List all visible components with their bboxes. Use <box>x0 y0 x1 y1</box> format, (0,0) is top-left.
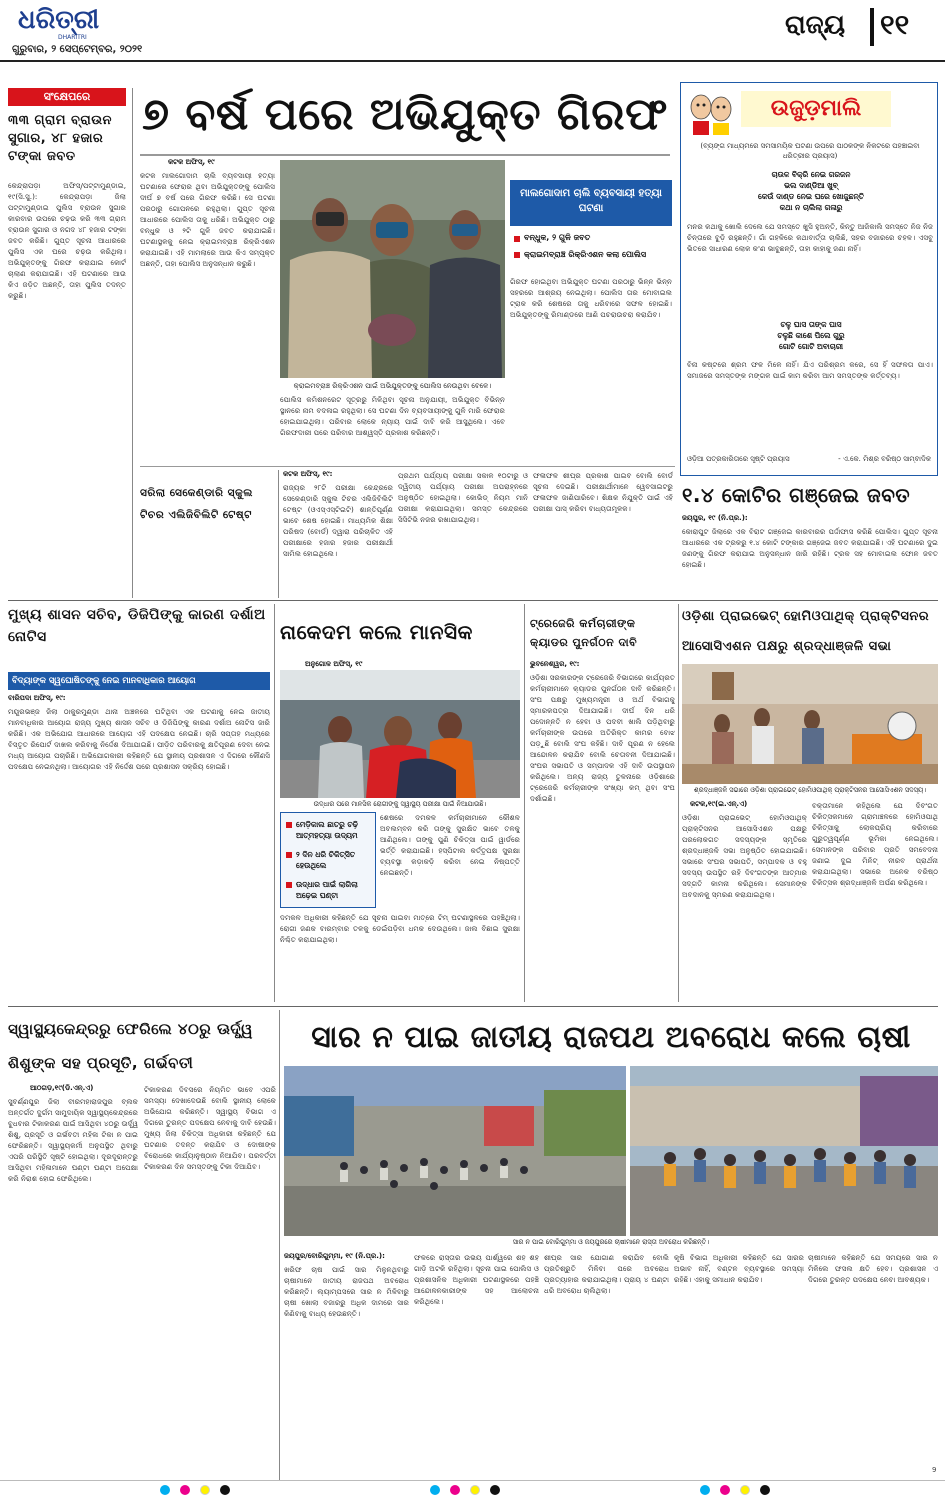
lead-kicker-title: ମାଲଗୋଦାମ ଚାଲି ବ୍ୟବସାୟୀ ହତ୍ୟା ଘଟଣା <box>520 188 662 214</box>
secondary-dateline: କଟକ ଅଫିସ୍‌, ୧୯: <box>283 470 333 478</box>
briefs-body: କେନ୍ଦ୍ରାପଡ଼ା ଅଫିସ୍‌/ପଟ୍ଟାମୁଣ୍ଡାଇ, ୧୯(ସି.ସୁ.): କେନ୍ଦ୍ରାପଡ଼ା ଜିଲା ପଟ୍ଟାମୁଣ୍ଡାଇ ପୁଲିସ ବ୍ରାଉନ ସୁଗାର କାରବାର ଉପରେ ଚଢ଼ଉ କରି ୩୩ ଗ୍ରାମ ବ୍ରାଉନ ସୁଗାର ଓ ନଗଦ ୪୮ ହଜାର ଟଙ୍କା ଜବତ କରିଛି। ଗୁପ୍ତ ସୂଚନା ଆଧାରରେ ପୁଲିସ ଏକ ଘରେ ଚଢ଼ଉ କରିଥିଲା। ଅଭିଯୁକ୍ତଙ୍କୁ ଗିରଫ କରାଯାଇ କୋର୍ଟ ଚାଲାଣ କରାଯାଇଛି। ଏହି ଘଟଣାରେ ଆଉ କିଏ ଜଡ଼ିତ ଅଛନ୍ତି, ତାହା ପୁଲିସ ତଦନ୍ତ କରୁଛି। <box>8 181 126 300</box>
lead-column-2: ପୋଲିସ କମିଶନରେଟ ସୂତ୍ରରୁ ମିଳିଥିବା ସୂଚନା ଅନୁଯାୟୀ, ଅଭିଯୁକ୍ତ ବିଭିନ୍ନ ସ୍ଥାନରେ ନାମ ବଦଳାଇ ରହୁଥିଲା। ସେ ଘଟଣା ଦିନ ବ୍ୟବସାୟୀଙ୍କୁ ଗୁଳି ମାରି ଫେରାର ହୋଇଯାଇଥିଲା। ପରିବାର ଲୋକେ ନ୍ୟାୟ ପାଇଁ ଦାବି କରି ଆସୁଥିଲେ। ଏବେ ଗିରଫଦାରୀ ପରେ ପରିବାର ଆଶ୍ୱସ୍ତି ପ୍ରକାଶ କରିଛନ୍ତି। <box>280 395 505 437</box>
homeo-photo-caption: ଶ୍ରଦ୍ଧାଞ୍ଜଳି ସଭାରେ ଓଡ଼ିଶା ପ୍ରାଇଭେଟ୍ ହୋମିଓପାଥିକ୍ ପ୍ରାକ୍ଟିସନର ଆସୋସିଏଶନ ସଦସ୍ୟ। <box>693 786 927 794</box>
issue-date: ଗୁରୁବାର, ୨ ସେପ୍ଟେମ୍ବର, ୨୦୨୧ <box>12 44 143 55</box>
udjhamali-cartoon <box>685 87 735 137</box>
farmers-photo-2 <box>630 1066 938 1236</box>
reg-mark-yellow <box>470 1485 480 1495</box>
chief-sec-dateline: ବାରିପଦା ଅଫିସ୍‌, ୧୯: <box>8 694 66 702</box>
reg-mark-yellow <box>200 1485 210 1495</box>
udjhamali-subtitle: (ବ୍ୟଙ୍ଗ ମାଧ୍ୟମରେ ସମସାମୟିକ ଘଟଣା ଉପରେ ପାଠକଙ୍କ ନିକଟରେ ପହଞ୍ଚାଇବା ଧରିତ୍ରୀର ପ୍ରୟାସ) <box>700 142 920 160</box>
reg-mark-cyan <box>700 1485 710 1495</box>
column-rule <box>524 604 525 1002</box>
nakedam-column-2: ଶେଷରେ ଦମକଳ କର୍ମଚାରୀମାନେ କୌଶଳ ଅବଲମ୍ବନ କରି ତାଙ୍କୁ ସୁରକ୍ଷିତ ଭାବେ ତଳକୁ ଆଣିଥିଲେ। ତାଙ୍କୁ ପୁଣି ଚିକିତ୍ସା ପାଇଁ ୱାର୍ଡରେ ଭର୍ତ୍ତି କରାଯାଇଛି। ହସ୍ପିଟାଲ କର୍ତ୍ତୃପକ୍ଷ ସୁରକ୍ଷା ବ୍ୟବସ୍ଥା କଡ଼ାକଡ଼ି କରିବା ନେଇ ନିଷ୍ପତ୍ତି ନେଇଛନ୍ତି। <box>380 813 520 877</box>
udjhamali-box <box>680 82 938 476</box>
nakedam-dateline: ଅନୁଗୋଳ ଅଫିସ୍‌, ୧୯ <box>305 660 363 668</box>
farmers-column-3: ଶୀଘ୍ର ସାର ଯୋଗାଣ କରାଯିବ ବୋଲି ପ୍ରତିଶ୍ରୁତି ମିଳିବା ପରେ ଅବରୋଧ ପ୍ରତ୍ୟାହାର କରାଯାଇଥିଲା। ପ୍ରାୟ ୪ ଘଣ୍ଟା ଧରି ଅବରୋଧ ଚାଲିଥିଲା। <box>544 1253 669 1295</box>
section-rule <box>140 466 675 467</box>
farmers-dateline: ଜୟପୁର/ବୋରିଗୁମ୍ମା, ୧୯ (ନି.ପ୍ର.): <box>284 1252 385 1260</box>
udjhamali-body: ମନର କଥାକୁ ଖୋଲି ଦେଲେ ଯେ ସମସ୍ତେ ଖୁସି ହୁଅନ୍ତି, କିନ୍ତୁ ଆଜିକାଲି ସମସ୍ତେ ନିଜ ନିଜ ଚିନ୍ତାରେ ବୁଡ଼ି ରହୁଛନ୍ତି। ଗାଁ ଗହଳିରେ କଥାବାର୍ତ୍ତା ଚାଲିଛି, ସହର ବଜାରରେ ଚହଳ। ଏସବୁ ଭିତରେ ସାଧାରଣ ଲୋକ କ'ଣ ଭାବୁଛନ୍ତି, ତାହା କାହାକୁ ଜଣା ନାହିଁ। <box>687 222 933 253</box>
hospital-column-2: ଟିକାକରଣ ଦିବସରେ ନିୟମିତ ଭାବେ ଏପରି ସମସ୍ୟା ଦେଖାଦେଉଛି ବୋଲି ସ୍ଥାନୀୟ ଲୋକେ ଅଭିଯୋଗ କରିଛନ୍ତି। ସ୍ୱାସ୍ଥ୍ୟ ବିଭାଗ ଏ ଦିଗରେ ତୁରନ୍ତ ପଦକ୍ଷେପ ନେବାକୁ ଦାବି ହେଉଛି। ମୁଖ୍ୟ ଜିଲା ଚିକିତ୍ସା ଅଧିକାରୀ କହିଛନ୍ତି ଯେ ଘଟଣାର ତଦନ୍ତ କରାଯିବ ଓ ଦୋଷୀଙ୍କ ବିରୋଧରେ କାର୍ଯ୍ୟାନୁଷ୍ଠାନ ନିଆଯିବ। ପରବର୍ତ୍ତୀ ଟିକାକରଣ ଦିନ ସମସ୍ତଙ୍କୁ ଟିକା ଦିଆଯିବ। <box>144 1085 276 1171</box>
secondary-column-3: ଫଳାଫଳ ଶୀଘ୍ର ପ୍ରକାଶ ପାଇବ ବୋଲି ବୋର୍ଡ ସୂଚନା ଦେଇଛି। ପରୀକ୍ଷାର୍ଥୀମାନେ ୱେବସାଇଟରୁ ଫଳାଫଳ ଜାଣିପାରିବେ। ଶିକ୍ଷକ ନିଯୁକ୍ତି ପାଇଁ ଏହି ପରୀକ୍ଷା ପାସ୍ କରିବା ବାଧ୍ୟତାମୂଳକ। <box>533 471 673 513</box>
lead-photo <box>280 160 505 378</box>
section-name: ରାଜ୍ୟ <box>785 10 846 40</box>
column-rule <box>678 604 679 1002</box>
udjhamali-credit-right: - ଏ.କେ. ମିଶ୍ର ବରିଷ୍ଠ ସାମ୍ବାଦିକ <box>838 455 931 463</box>
secondary-column-2: ପ୍ରଥମ ପର୍ଯ୍ୟାୟ ପରୀକ୍ଷା ସକାଳ ୧୦ଟାରୁ ଓ ଦ୍ୱିତୀୟ ପର୍ଯ୍ୟାୟ ପରୀକ୍ଷା ଅପରାହ୍ନରେ ଅନୁଷ୍ଠିତ ହୋଇଥିଲା। କୋଭିଡ୍ ନିୟମ ମାନି ପରୀକ୍ଷା କରାଯାଇଥିଲା। ସମସ୍ତ କେନ୍ଦ୍ରରେ ସିସିଟିଭି ନଜର ରଖାଯାଇଥିଲା। <box>398 471 528 524</box>
reg-mark-cyan <box>430 1485 440 1495</box>
homeo-dateline: କଟକ,୧୯(ଇ.ଏନ୍.ଏ) <box>690 800 748 808</box>
logo-subtext: DHARITRI <box>58 34 87 41</box>
lead-rule <box>140 154 670 156</box>
hospital-headline: ସ୍ୱାସ୍ଥ୍ୟକେନ୍ଦ୍ରରୁ ଫେରିଲେ ୪୦ରୁ ଊର୍ଦ୍ଧ୍ୱ ଶିଶୁଙ୍କ ସହ ପ୍ରସୂତି, ଗର୍ଭବତୀ <box>8 1020 253 1072</box>
reg-mark-black <box>760 1485 770 1495</box>
ganja-dateline: ଜୟପୁର, ୧୯ (ନି.ପ୍ର.): <box>682 514 748 522</box>
ganja-body: କୋରାପୁଟ ଜିଲାରେ ଏକ ବିରାଟ ଗଞ୍ଜେଇ କାରବାରର ପର୍ଦ୍ଦାଫାସ କରିଛି ପୋଲିସ। ଗୁପ୍ତ ସୂଚନା ଆଧାରରେ ଏକ ଟ୍ରକରୁ ୧.୪ କୋଟି ଟଙ୍କାର ଗଞ୍ଜେଇ ଜବତ କରାଯାଇଛି। ଏହି ଘଟଣାରେ ଦୁଇ ଜଣଙ୍କୁ ଗିରଫ କରାଯାଇ ଅନୁସନ୍ଧାନ ଜାରି ରହିଛି। ଟ୍ରକ ସହ ମୋବାଇଲ ଫୋନ ଜବତ ହୋଇଛି। <box>682 527 938 569</box>
nakedam-column-3: ଦମକଳ ଅଧିକାରୀ କହିଛନ୍ତି ଯେ ସୂଚନା ପାଇବା ମାତ୍ରେ ଟିମ୍ ଘଟଣାସ୍ଥଳରେ ପହଞ୍ଚିଥିଲା। ରୋଗୀ ଜଣକ ବାରମ୍ବାର ତଳକୁ ଡେଇଁପଡ଼ିବା ଧମକ ଦେଉଥିଲେ। ଜାଲ ବିଛାଇ ସୁରକ୍ଷା ନିଶ୍ଚିତ କରାଯାଇଥିଲା। <box>280 913 520 944</box>
udjhamali-verse-2: ଚଳୁ ଘାସ ତାଙ୍କ ଘାସ ଚଳୁଛି କାଶେ ପିଲେ ଗୁରୁ ଗୋଟି ଗୋଟି ଅବାଚାରୀ <box>777 320 845 351</box>
secondary-kicker: ସରିଲା ସେକେଣ୍ଡାରି ସ୍କୁଲ ଟିଚର ଏଲିଜିବିଲିଟି ଟେଷ୍ଟ <box>140 487 253 521</box>
section-rule <box>8 600 938 601</box>
farmers-column-2: ଫଳରେ ରାସ୍ତାର ଉଭୟ ପାର୍ଶ୍ୱରେ ଶହ ଶହ ଗାଡ଼ି ଅଟକି ରହିଥିଲା। ସୂଚନା ପାଇ ପୋଲିସ ଓ ପ୍ରଶାସନିକ ଅଧିକାରୀ ଘଟଣାସ୍ଥଳରେ ପହଞ୍ଚି ଆନ୍ଦୋଳନକାରୀଙ୍କ ସହ ଆଲୋଚନା କରିଥିଲେ। <box>414 1253 539 1306</box>
homeo-headline: ଓଡ଼ିଶା ପ୍ରାଇଭେଟ୍ ହୋମିଓପାଥିକ୍ ପ୍ରାକ୍ଟିସନର ଆସୋସିଏଶନ ପକ୍ଷରୁ ଶ୍ରଦ୍ଧାଞ୍ଜଳି ସଭା <box>682 609 930 654</box>
ganja-headline: ୧.୪ କୋଟିର ଗଞ୍ଜେଇ ଜବତ <box>682 483 911 507</box>
farmers-column-5: ଚାଷୀମାନେ କହିଛନ୍ତି ଯେ ସମୟରେ ସାର ନ ମିଳିଲେ ଫସଲ କ୍ଷତି ହେବ। ପ୍ରଶାସନ ଏ ଦିଗରେ ତୁରନ୍ତ ପଦକ୍ଷେପ ନେବା ଆବଶ୍ୟକ। <box>808 1253 938 1284</box>
nakedam-photo-caption: ଉଦ୍ଧାର ପରେ ମାନସିକ ରୋଗୀଙ୍କୁ ସ୍ୱାସ୍ଥ୍ୟ ପରୀକ୍ଷା ପାଇଁ ନିଆଯାଉଛି। <box>313 800 487 808</box>
logo <box>18 6 128 46</box>
treasury-dateline: ଭୁବନେଶ୍ୱର, ୧୯: <box>530 660 580 668</box>
udjhamali-title: ଉଜୁଡ଼ମାଲି <box>741 91 891 127</box>
footer-mark: 9 <box>932 1466 937 1474</box>
reg-mark-black <box>490 1485 500 1495</box>
chief-sec-headline: ମୁଖ୍ୟ ଶାସନ ସଚିବ, ଡିଜିପିଙ୍କୁ କାରଣ ଦର୍ଶାଅ ନୋଟିସ <box>8 607 266 645</box>
hospital-column-1: ସୁବର୍ଣ୍ଣପୁର ଜିଲା ବୀରମହାରାଜପୁର ବ୍ଲକ ଅନ୍ତର୍ଗତ ଦୁର୍ଗମ ସାମୁଦାୟିକ ସ୍ୱାସ୍ଥ୍ୟକେନ୍ଦ୍ରରେ ବୁଧବାର ଟିକାକରଣ ପାଇଁ ଆସିଥିବା ୪୦ରୁ ଊର୍ଦ୍ଧ୍ୱ ଶିଶୁ, ପ୍ରସୂତି ଓ ଗର୍ଭବତୀ ମହିଳା ଟିକା ନ ପାଇ ଫେରିଛନ୍ତି। ସ୍ୱାସ୍ଥ୍ୟକର୍ମୀ ଅନୁପସ୍ଥିତ ଥିବାରୁ ଏପରି ପରିସ୍ଥିତି ସୃଷ୍ଟି ହୋଇଥିଲା। ଦୂରଦୂରାନ୍ତରୁ ଆସିଥିବା ମହିଳାମାନେ ଘଣ୍ଟା ଘଣ୍ଟା ଅପେକ୍ଷା କରି ନିରାଶ ହୋଇ ଫେରିଥିଲେ। <box>8 1097 138 1183</box>
lead-bullet-2: କ୍ରାଇମବ୍ରାଞ୍ଚ ରିକ୍ରିଏଶନ କଲା ପୋଲିସ <box>510 246 672 264</box>
briefs-header: ସଂକ୍ଷେପରେ <box>8 88 126 106</box>
chief-sec-sub: ବିଦ୍ୟାଙ୍କ ସ୍ୱଘୋଷିତଙ୍କୁ ନେଇ ମାନବାଧିକାର ଆୟୋଗ <box>8 672 270 690</box>
column-rule <box>279 1010 280 1480</box>
farmers-headline: ସାର ନ ପାଇ ଜାତୀୟ ରାଜପଥ ଅବରୋଧ କଲେ ଚାଷୀ <box>311 1020 911 1055</box>
farmers-photo-caption: ସାର ନ ପାଇ ବୋରିଗୁମ୍ମା ଓ ଜୟପୁରରେ ଚାଷୀମାନେ ରାସ୍ତା ଅବରୋଧ କରିଛନ୍ତି। <box>512 1238 710 1246</box>
farmers-photo-1 <box>284 1066 626 1236</box>
footer-rule <box>0 1480 945 1481</box>
homeo-column-1: ଓଡ଼ିଶା ପ୍ରାଇଭେଟ୍ ହୋମିଓପାଥିକ୍ ପ୍ରାକ୍ଟିସନର ଆସୋସିଏଶନ ପକ୍ଷରୁ ପରଲୋକଗତ ସଦସ୍ୟଙ୍କ ସ୍ମୃତିରେ ଶ୍ରଦ୍ଧାଞ୍ଜଳି ସଭା ଅନୁଷ୍ଠିତ ହୋଇଯାଇଛି। ସଭାରେ ସଂଘର ସଭାପତି, ସମ୍ପାଦକ ଓ ବହୁ ସଦସ୍ୟ ଉପସ୍ଥିତ ରହି ଦିବଂଗତଙ୍କ ଆତ୍ମାର ସଦ୍‌ଗତି କାମନା କରିଥିଲେ। ସେମାନଙ୍କ ଅବଦାନକୁ ସ୍ମରଣ କରାଯାଇଥିଲା। <box>682 813 807 899</box>
lead-dateline: କଟକ ଅଫିସ୍‌, ୧୯ <box>168 158 215 166</box>
column-rule <box>274 604 275 1002</box>
nakedam-bullet-3: ଉଦ୍ଧାର ପାଇଁ ଲାଗିଲା ଅଢ଼େଇ ଘଣ୍ଟା <box>282 876 374 904</box>
chief-sec-body: ମୟୂରଭଞ୍ଜ ଜିଲା ଠାକୁରମୁଣ୍ଡା ଥାନା ଅଞ୍ଚଳରେ ଘଟିଥିବା ଏକ ଘଟଣାକୁ ନେଇ ଜାତୀୟ ମାନବାଧିକାର ଆୟୋଗ ରାଜ୍ୟ ମୁଖ୍ୟ ଶାସନ ସଚିବ ଓ ଡିଜିପିଙ୍କୁ କାରଣ ଦର୍ଶାଅ ନୋଟିସ ଜାରି କରିଛି। ଏକ ଅଭିଯୋଗ ଆଧାରରେ ଆୟୋଗ ଏହି ପଦକ୍ଷେପ ନେଇଛି। ଚାରି ସପ୍ତାହ ମଧ୍ୟରେ ବିସ୍ତୃତ ରିପୋର୍ଟ ଦାଖଲ କରିବାକୁ ନିର୍ଦ୍ଦେଶ ଦିଆଯାଇଛି। ପୀଡ଼ିତ ପରିବାରକୁ କ୍ଷତିପୂରଣ ଦେବା ନେଇ ମଧ୍ୟ ଆୟୋଗ ପଚାରିଛି। ଅଭିଯୋଗକାରୀ କହିଛନ୍ତି ଯେ ସ୍ଥାନୀୟ ପ୍ରଶାସନ ଏ ଦିଗରେ କୌଣସି ପଦକ୍ଷେପ ନେଇନଥିଲା। ଆୟୋଗର ଏହି ନିର୍ଦ୍ଦେଶ ପରେ ପ୍ରଶାସନ ସକ୍ରିୟ ହୋଇଛି। <box>8 707 270 771</box>
udjhamali-credit-left: ଓଡ଼ିଆ ପତ୍ରକାରିତାରେ ସୃଷ୍ଟି ପ୍ରୟାସ <box>687 455 790 463</box>
nakedam-bullet-2: ୨ ଦିନ ଧରି ଚିକିତ୍ସିତ ହେଉଥିଲେ <box>282 846 374 874</box>
column-rule <box>278 470 279 598</box>
hospital-dateline: ଆଠଗଡ଼,୧୯(ଡି.ଏନ୍.ଏ) <box>30 1084 94 1092</box>
section-rule <box>8 1006 938 1007</box>
page-divider <box>870 8 874 46</box>
udjhamali-body-2: ବିନା କଷ୍ଟରେ ଶ୍ରମ ଫଳ ମିଳେ ନାହିଁ। ଯିଏ ପରିଶ୍ରମ କରେ, ସେ ହିଁ ସଫଳତା ପାଏ। ସମାଜରେ ସମସ୍ତଙ୍କ ମଙ୍ଗଳ ପାଇଁ କାମ କରିବା ଆମ ସମସ୍ତଙ୍କ କର୍ତ୍ତବ୍ୟ। <box>687 360 933 380</box>
homeo-photo <box>682 664 938 784</box>
logo-text: ଧରିତ୍ରୀ <box>18 5 100 35</box>
udjhamali-verse-1: ଚାଉଳ ବିକ୍ରି ନେଇ ଗରଜନ ଭଲ ଦାଣ୍ଡିଆ ଖୁବ୍‌ କେଉଁ ଦାଣ୍ଡ ନେଇ ଘରେ ଖୋଜୁଛନ୍ତି କଥା ନ ଚାଲିଲା ଗଳାରୁ <box>757 170 865 212</box>
lead-column-3: ଗିରଫ ହୋଇଥିବା ଅଭିଯୁକ୍ତ ଘଟଣା ପରଠାରୁ ଭିନ୍ନ ଭିନ୍ନ ସହରରେ ଆଶ୍ରୟ ନେଇଥିଲା। ପୋଲିସ ତାର ମୋବାଇଲ ଟ୍ରାକ କରି ଶେଷରେ ତାକୁ ଧରିବାରେ ସଫଳ ହୋଇଛି। ଅଭିଯୁକ୍ତଙ୍କୁ ରିମାଣ୍ଡରେ ଆଣି ପଚରାଉଚରା କରାଯିବ। <box>510 277 672 319</box>
lead-kicker-box <box>510 180 672 226</box>
treasury-headline: ଟ୍ରେଜେରି କର୍ମଚାରୀଙ୍କ କ୍ୟାଡର ପୁନର୍ଗଠନ ଦାବି <box>530 617 638 649</box>
nakedam-photo <box>280 670 520 798</box>
nakedam-headline: ନାକେଦମ କଲେ ମାନସିକ <box>280 620 473 644</box>
reg-mark-magenta <box>450 1485 460 1495</box>
lead-headline: ୭ ବର୍ଷ ପରେ ଅଭିଯୁକ୍ତ ଗିରଫ <box>142 89 668 140</box>
masthead-rule <box>0 60 945 62</box>
briefs-headline: ୩୩ ଗ୍ରାମ ବ୍ରାଉନ ସୁଗାର, ୪୮ ହଜାର ଟଙ୍କା ଜବତ <box>8 113 113 164</box>
lead-photo-caption: କ୍ରାଇମବ୍ରାଞ୍ଚ ରିକ୍ରିଏଶନ ପାଇଁ ଅଭିଯୁକ୍ତଙ୍କୁ ପୋଲିସ ନେଉଥିବା ବେଳେ। <box>293 382 492 390</box>
lead-bullet-1: ବନ୍ଧୁକ, ୨ ଗୁଳି ଜବତ <box>510 230 672 246</box>
secondary-column-1: ରାଜ୍ୟର ୨୮ଟି ପରୀକ୍ଷା କେନ୍ଦ୍ରରେ ସେକେଣ୍ଡାରି ସ୍କୁଲ ଟିଚର ଏଲିଜିବିଲିଟି ଟେଷ୍ଟ (ଓଏସ୍‌ଏସ୍‌ଟିଇଟି) ଶାନ୍ତିପୂର୍ଣ୍ଣ ଭାବେ ଶେଷ ହୋଇଛି। ମାଧ୍ୟମିକ ଶିକ୍ଷା ପରିଷଦ (ବୋର୍ଡ) ଦ୍ୱାରା ପରିଚାଳିତ ଏହି ପରୀକ୍ଷାରେ ହଜାର ହଜାର ପରୀକ୍ଷାର୍ଥୀ ସାମିଲ ହୋଇଥିଲେ। <box>283 483 393 558</box>
treasury-body: ଓଡ଼ିଶା ସରକାରଙ୍କ ଟ୍ରେଜେରି ବିଭାଗରେ କାର୍ଯ୍ୟରତ କର୍ମଚାରୀମାନେ କ୍ୟାଡର ପୁନର୍ଗଠନ ଦାବି କରିଛନ୍ତି। ସଂଘ ପକ୍ଷରୁ ମୁଖ୍ୟମନ୍ତ୍ରୀ ଓ ଅର୍ଥ ବିଭାଗକୁ ସ୍ମାରକପତ୍ର ଦିଆଯାଇଛି। ଦୀର୍ଘ ଦିନ ଧରି ପଦୋନ୍ନତି ନ ହେବା ଓ ପଦବୀ ଖାଲି ପଡ଼ିଥିବାରୁ କର୍ମଚାରୀଙ୍କ ଉପରେ ଅତିରିକ୍ତ କାମର ବୋଝ ପଡ଼ୁଛି ବୋଲି ସଂଘ କହିଛି। ଦାବି ପୂରଣ ନ ହେଲେ ଆନ୍ଦୋଳନ କରାଯିବ ବୋଲି ଚେତାବନୀ ଦିଆଯାଇଛି। ସଂଘର ସଭାପତି ଓ ସମ୍ପାଦକ ଏହି ଦାବି ଉପସ୍ଥାପନ କରିଥିଲେ। ଅନ୍ୟ ରାଜ୍ୟ ତୁଳନାରେ ଓଡ଼ିଶାରେ ଟ୍ରେଜେରି କର୍ମଚାରୀଙ୍କ ସଂଖ୍ୟା କମ୍ ଥିବା ସଂଘ ଦର୍ଶାଇଛି। <box>530 673 675 803</box>
reg-mark-magenta <box>720 1485 730 1495</box>
farmers-column-4: କୃଷି ବିଭାଗ ଅଧିକାରୀ କହିଛନ୍ତି ଯେ ସାରର ଅଭାବ ନାହିଁ, ବଣ୍ଟନ ବ୍ୟବସ୍ଥାରେ ସମସ୍ୟା ରହିଛି। ଏହାକୁ ସମାଧାନ କରାଯିବ। <box>674 1253 804 1284</box>
reg-mark-black <box>220 1485 230 1495</box>
column-rule <box>132 88 133 598</box>
nakedam-bullet-1: ମେଡ଼ିକାଲ ଛାତରୁ ଚଢ଼ି ଆତ୍ମହତ୍ୟା ଉଦ୍ୟମ <box>282 816 374 844</box>
page-number: ୧୧ <box>880 8 910 41</box>
reg-mark-cyan <box>160 1485 170 1495</box>
farmers-column-1: ଖରିଫ ଚାଷ ପାଇଁ ସାର ମିଳୁନଥିବାରୁ ଚାଷୀମାନେ ଜାତୀୟ ରାଜପଥ ଅବରୋଧ କରିଛନ୍ତି। ଲ୍ୟାମ୍ପସରେ ସାର ନ ମିଳିବାରୁ ଚାଷୀ ଖୋଲା ବଜାରରୁ ଅଧିକ ଦାମରେ ସାର କିଣିବାକୁ ବାଧ୍ୟ ହେଉଛନ୍ତି। <box>284 1265 409 1318</box>
homeo-column-2: ବକ୍ତାମାନେ କହିଥିଲେ ଯେ ଦିବଂଗତ ଚିକିତ୍ସକମାନେ ଗ୍ରାମାଞ୍ଚଳରେ ହୋମିଓପାଥି ଚିକିତ୍ସାକୁ ଲୋକପ୍ରିୟ କରିବାରେ ଗୁରୁତ୍ୱପୂର୍ଣ୍ଣ ଭୂମିକା ନେଇଥିଲେ। ସେମାନଙ୍କ ପରିବାର ପ୍ରତି ସମବେଦନା ଜଣାଇ ଦୁଇ ମିନିଟ୍ ନୀରବ ପ୍ରାର୍ଥନା କରାଯାଇଥିଲା। ସଭାରେ ଅନେକ ବରିଷ୍ଠ ଚିକିତ୍ସକ ଶ୍ରଦ୍ଧାଞ୍ଜଳି ଅର୍ପଣ କରିଥିଲେ। <box>812 801 938 887</box>
reg-mark-yellow <box>740 1485 750 1495</box>
reg-mark-magenta <box>180 1485 190 1495</box>
lead-column-1: କଟକ ମାଲଗୋଦାମ ଚାଲି ବ୍ୟବସାୟୀ ହତ୍ୟା ଘଟଣାରେ ଫେରାର ଥିବା ଅଭିଯୁକ୍ତଙ୍କୁ ପୋଲିସ ଦୀର୍ଘ ୭ ବର୍ଷ ପରେ ଗିରଫ କରିଛି। ସେ ଘଟଣା ପରଠାରୁ ଗୋପନରେ ରହୁଥିଲା। ଗୁପ୍ତ ସୂଚନା ଆଧାରରେ ପୋଲିସ ତାକୁ ଧରିଛି। ଅଭିଯୁକ୍ତ ଠାରୁ ବନ୍ଧୁକ ଓ ୨ଟି ଗୁଳି ଜବତ କରାଯାଇଛି। ଘଟଣାସ୍ଥଳକୁ ନେଇ କ୍ରାଇମବ୍ରାଞ୍ଚ ରିକ୍ରିଏଶନ କରାଯାଇଛି। ଏହି ମାମଲାରେ ଆଉ କିଏ ସମ୍ପୃକ୍ତ ଅଛନ୍ତି, ତାହା ପୋଲିସ ଅନୁସନ୍ଧାନ କରୁଛି। <box>140 171 275 268</box>
